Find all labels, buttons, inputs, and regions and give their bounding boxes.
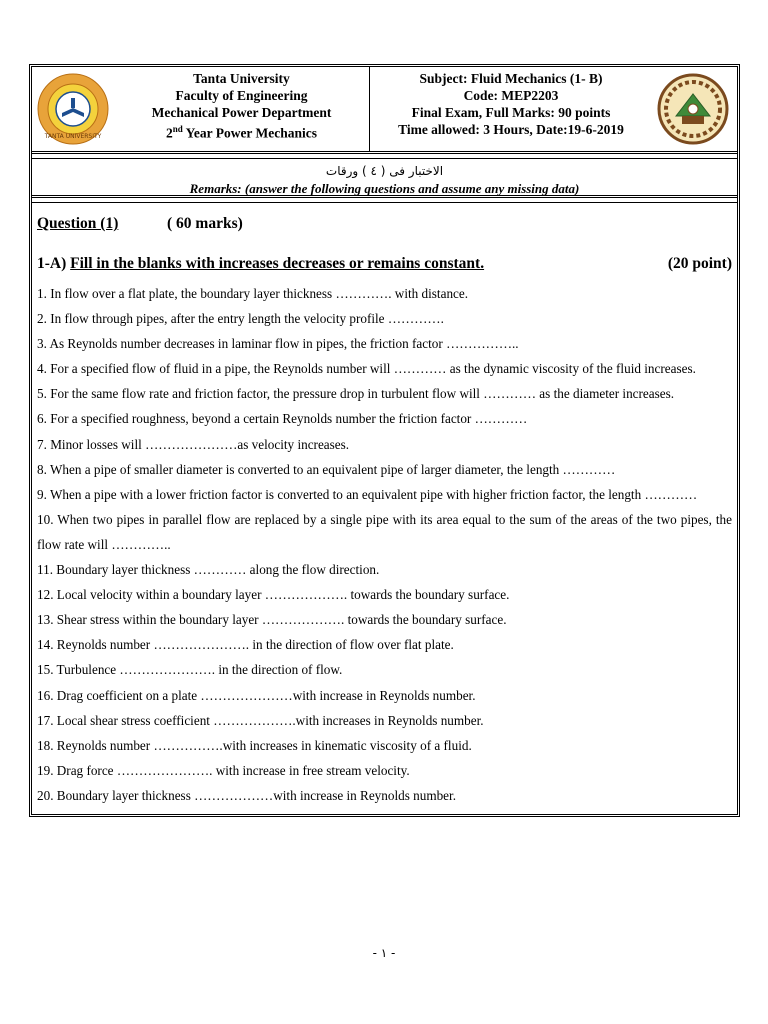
- left-logo-cell: [32, 67, 114, 151]
- list-item: 12. Local velocity within a boundary layer ………………. towards the boundary surface.: [37, 587, 510, 603]
- list-item: 19. Drag force …………………. with increase in free stream velocity.: [37, 762, 410, 778]
- list-item: 5. For the same flow rate and friction factor, the pressure drop in turbulent flow will ………… as the diameter increases.: [37, 386, 675, 402]
- tanta-university-logo-icon: [36, 72, 110, 146]
- list-item: 14. Reynolds number …………………. in the direction of flow over flat plate.: [37, 637, 454, 653]
- list-item: 3. As Reynolds number decreases in laminar flow in pipes, the friction factor ……………..: [37, 336, 519, 352]
- exam-frame: [29, 64, 740, 817]
- pages-note-arabic: الاختبار فى ( ٤ ) ورقات: [325, 164, 444, 178]
- remarks-text: Remarks: (answer the following questions and assume any missing data): [189, 181, 580, 196]
- department-name: Mechanical Power Department: [151, 105, 332, 120]
- question-marks: ( 60 marks): [167, 215, 243, 232]
- list-item: 1. In flow over a flat plate, the boundary layer thickness …………. with distance.: [37, 286, 469, 301]
- list-item: 10. When two pipes in parallel flow are replaced by a single pipe with its area equal to the sum of the areas of the two pipes, the flow rate will …………..: [37, 511, 732, 552]
- institution-info: [114, 67, 370, 151]
- section-title: Fill in the blanks with increases decreases or remains constant.: [70, 255, 485, 272]
- faculty-name: Faculty of Engineering: [175, 88, 308, 103]
- list-item: 7. Minor losses will …………………as velocity increases.: [37, 436, 350, 452]
- right-logo-cell: [652, 67, 734, 151]
- list-item: 11. Boundary layer thickness ………… along the flow direction.: [37, 562, 380, 578]
- list-item: 18. Reynolds number …………….with increases in kinematic viscosity of a fluid.: [37, 737, 472, 753]
- remarks-box: [32, 158, 737, 198]
- question-body: [32, 202, 737, 814]
- fill-blank-list: [37, 281, 732, 808]
- section-heading: [37, 255, 732, 273]
- faculty-engineering-logo-icon: [656, 72, 730, 146]
- list-item: 20. Boundary layer thickness ………………with increase in Reynolds number.: [37, 787, 456, 803]
- list-item: 4. For a specified flow of fluid in a pipe, the Reynolds number will ………… as the dynamic viscosity of the fluid increases.: [37, 361, 696, 377]
- year-line: 2nd Year Power Mechanics: [165, 124, 318, 141]
- list-item: 13. Shear stress within the boundary layer ………………. towards the boundary surface.: [37, 612, 507, 628]
- page-number: - ١ -: [372, 946, 396, 960]
- svg-text:TANTA UNIVERSITY: TANTA UNIVERSITY: [44, 133, 102, 140]
- list-item: 15. Turbulence …………………. in the direction of flow.: [37, 662, 343, 678]
- list-item: 16. Drag coefficient on a plate …………………with increase in Reynolds number.: [37, 687, 476, 703]
- university-name: Tanta University: [193, 71, 290, 86]
- time-date-line: Time allowed: 3 Hours, Date:19-6-2019: [398, 122, 624, 137]
- exam-marks-line: Final Exam, Full Marks: 90 points: [411, 105, 611, 120]
- section-prefix: 1-A): [37, 255, 71, 272]
- question-label: Question (1): [37, 215, 119, 232]
- list-item: 2. In flow through pipes, after the entry length the velocity profile ………….: [37, 311, 444, 327]
- exam-header: [32, 67, 737, 154]
- question-heading: [37, 215, 732, 233]
- list-item: 8. When a pipe of smaller diameter is converted to an equivalent pipe of larger diameter, the length …………: [37, 461, 616, 477]
- section-points: (20 point): [667, 255, 732, 272]
- code-line: Code: MEP2203: [463, 88, 559, 103]
- subject-line: Subject: Fluid Mechanics (1- B): [419, 71, 603, 86]
- list-item: 6. For a specified roughness, beyond a certain Reynolds number the friction factor …………: [37, 411, 528, 427]
- list-item: 17. Local shear stress coefficient ……………….with increases in Reynolds number.: [37, 712, 484, 728]
- exam-info: [370, 67, 652, 151]
- list-item: 9. When a pipe with a lower friction factor is converted to an equivalent pipe with higher friction factor, the length …………: [37, 486, 698, 502]
